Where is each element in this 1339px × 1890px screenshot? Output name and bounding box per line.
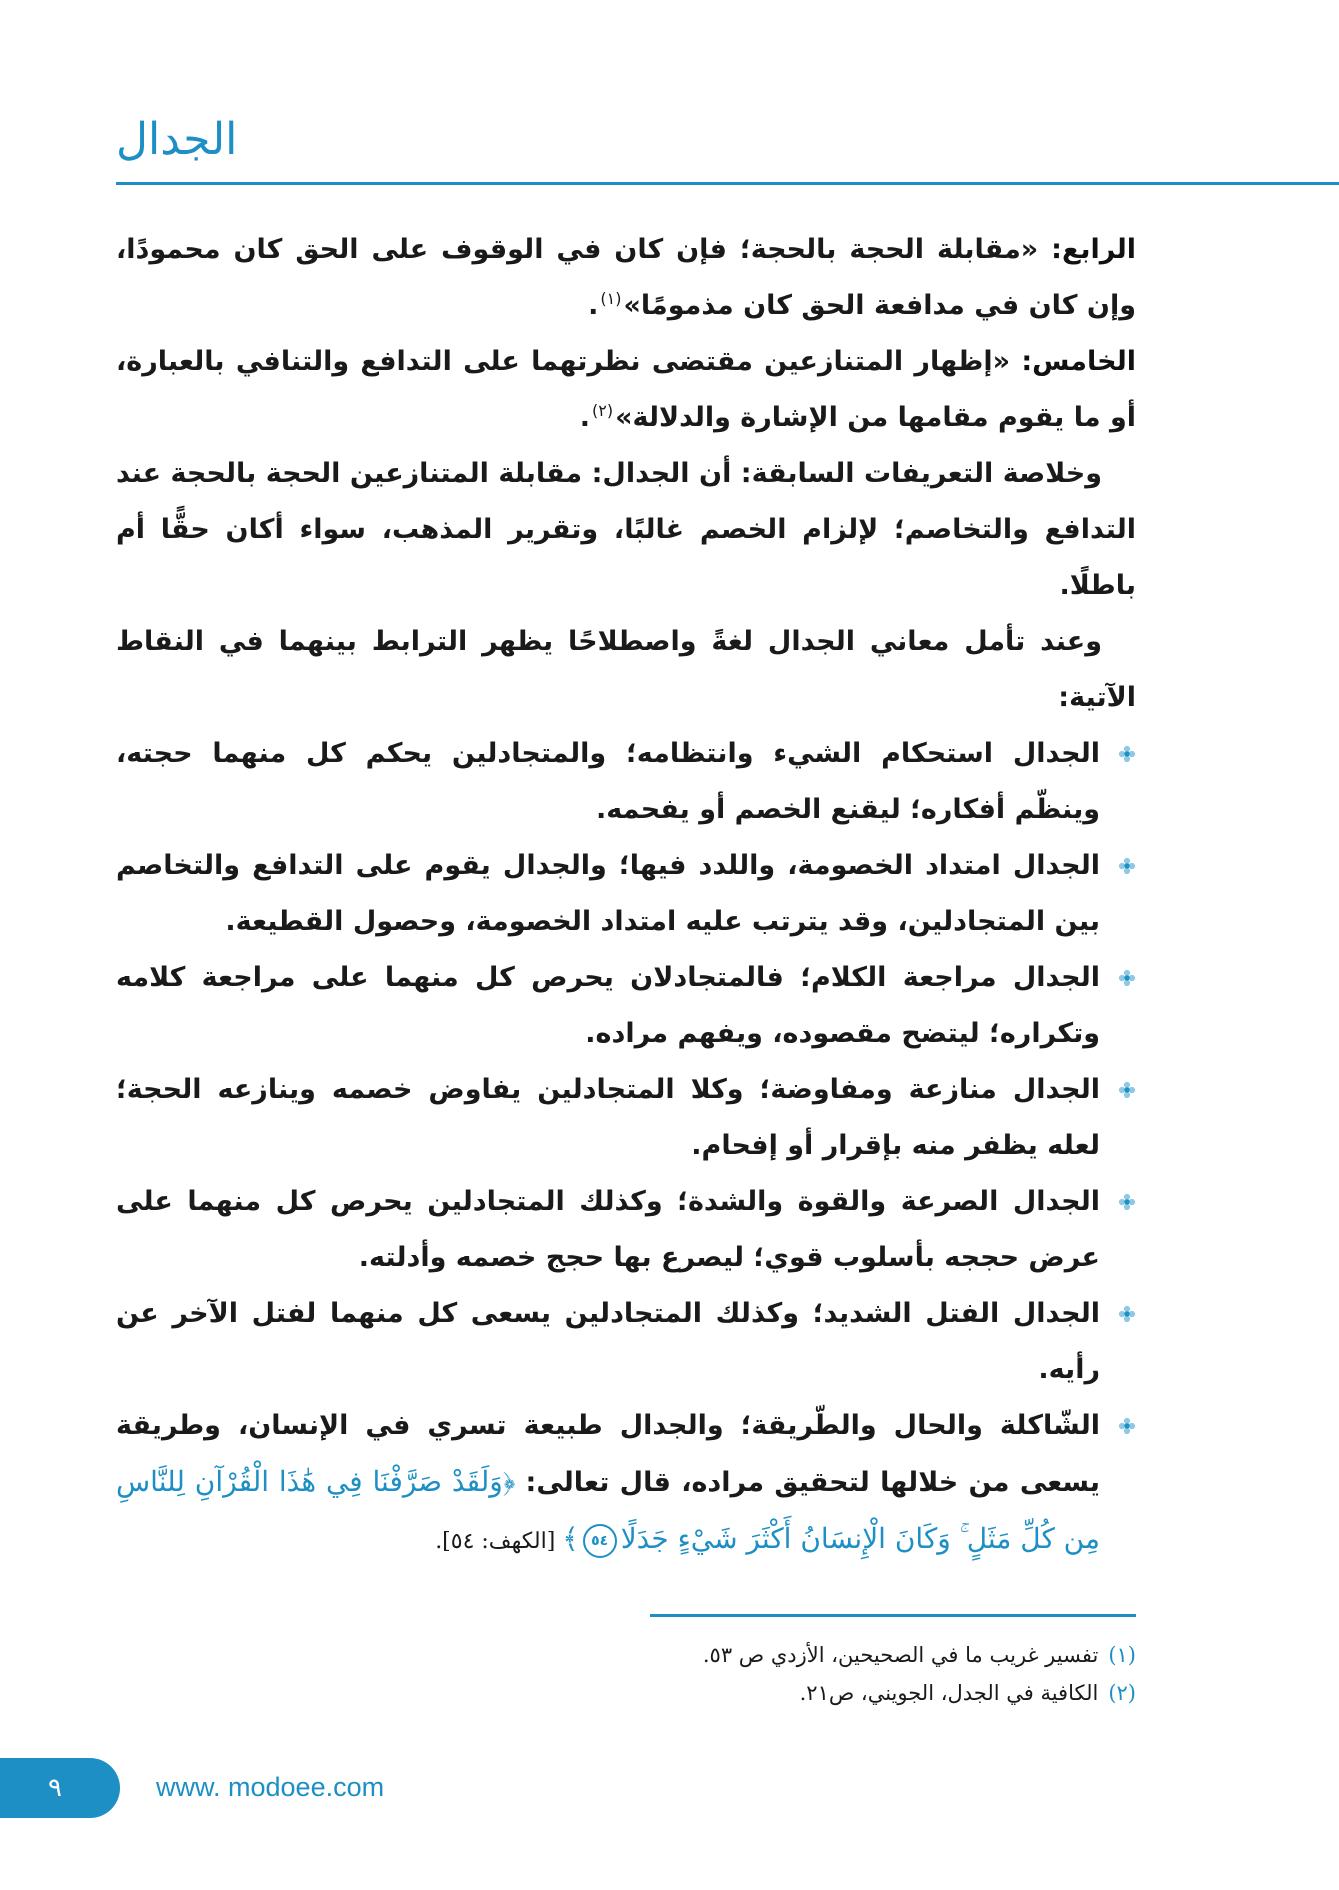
paragraph-fourth-definition xyxy=(116,222,1136,334)
paragraph-lead: الخامس: xyxy=(1021,346,1136,377)
footnotes xyxy=(116,1636,1136,1712)
paragraph-text: «مقابلة الحجة بالحجة؛ فإن كان في الوقوف على الحق كان محمودًا، وإن كان في مدافعة الحق كان مذمومًا» xyxy=(116,234,1136,321)
paragraph-lead: الرابع: xyxy=(1051,234,1136,265)
list-item-text: الجدال الصرعة والقوة والشدة؛ وكذلك المتجادلين يحرص كل منهما على عرض حججه بأسلوب قوي؛ ليصرع بها حجج خصمه وأدلته. xyxy=(116,1186,1100,1273)
list-item xyxy=(116,950,1136,1062)
footnote-number: (٢) xyxy=(1108,1681,1136,1705)
website-link[interactable]: www. modoee.com xyxy=(156,1772,385,1802)
flower-bullet-icon xyxy=(1118,969,1136,987)
list-item xyxy=(116,726,1136,838)
list-item-text: الجدال منازعة ومفاوضة؛ وكلا المتجادلين يفاوض خصمه وينازعه الحجة؛ لعله يظفر منه بإقرار أو إفحام. xyxy=(116,1074,1100,1161)
flower-bullet-icon xyxy=(1118,745,1136,763)
paragraph-text: «إظهار المتنازعين مقتضى نظرتهما على التدافع والتنافي بالعبارة، أو ما يقوم مقامها من الإشارة والدلالة» xyxy=(116,346,1136,433)
verse-citation: [الكهف: ٥٤]. xyxy=(435,1529,563,1554)
ayah-number-badge: ٥٤ xyxy=(583,1524,617,1558)
list-item xyxy=(116,1174,1136,1286)
flower-bullet-icon xyxy=(1118,1305,1136,1323)
list-item-text: الجدال مراجعة الكلام؛ فالمتجادلان يحرص كل منهما على مراجعة كلامه وتكراره؛ ليتضح مقصوده، ويفهم مراده. xyxy=(116,962,1100,1049)
footnote-ref[interactable]: (١) xyxy=(600,289,622,308)
footnote-number: (١) xyxy=(1108,1643,1136,1667)
page-title: الجدال xyxy=(116,114,238,165)
paragraph-intro-points: وعند تأمل معاني الجدال لغةً واصطلاحًا يظهر الترابط بينهما في النقاط الآتية: xyxy=(116,626,1136,713)
footnote xyxy=(116,1674,1136,1712)
quran-close: ﴾ xyxy=(562,1522,579,1555)
footnote-text: الكافية في الجدل، الجويني، ص٢١. xyxy=(799,1681,1099,1705)
list-item-text: الجدال الفتل الشديد؛ وكذلك المتجادلين يسعى كل منهما لفتل الآخر عن رأيه. xyxy=(116,1298,1100,1385)
quran-verse: ﴿وَلَقَدْ صَرَّفْنَا فِي هَٰذَا الْقُرْآنِ لِلنَّاسِ مِن كُلِّ مَثَلٍ ۚ وَكَانَ الْإِنسَانُ أَكْثَرَ شَيْءٍ جَدَلًا xyxy=(116,1465,1100,1555)
footnote xyxy=(116,1636,1136,1674)
list-item-text: الجدال امتداد الخصومة، واللدد فيها؛ والجدال يقوم على التدافع والتخاصم بين المتجادلين، وقد يترتب عليه امتداد الخصومة، وحصول القطيعة. xyxy=(116,850,1100,937)
footnote-text: تفسير غريب ما في الصحيحين، الأزدي ص ٥٣. xyxy=(702,1643,1099,1667)
paragraph-summary: وخلاصة التعريفات السابقة: أن الجدال: مقابلة المتنازعين الحجة بالحجة عند التدافع والتخاصم؛ لإلزام الخصم غالبًا، وتقرير المذهب، سواء أكان حقًّا أم باطلًا. xyxy=(116,458,1136,601)
footnote-ref[interactable]: (٢) xyxy=(591,401,614,420)
header-divider xyxy=(116,182,1339,185)
bullet-list xyxy=(116,726,1136,1570)
list-item xyxy=(116,838,1136,950)
list-item-text: الجدال استحكام الشيء وانتظامه؛ والمتجادلين يحكم كل منهما حجته، وينظّم أفكاره؛ ليقنع الخصم أو يفحمه. xyxy=(116,738,1100,825)
flower-bullet-icon xyxy=(1118,1417,1136,1435)
paragraph-end: . xyxy=(579,402,590,433)
list-item-text: الشّاكلة والحال والطّريقة؛ والجدال طبيعة تسري في الإنسان، وطريقة يسعى من خلالها لتحقيق مراده، قال تعالى: xyxy=(116,1410,1100,1498)
footnote-divider xyxy=(650,1614,1136,1617)
flower-bullet-icon xyxy=(1118,1081,1136,1099)
paragraph-end: . xyxy=(588,290,599,321)
paragraph-fifth-definition xyxy=(116,334,1136,446)
list-item xyxy=(116,1062,1136,1174)
flower-bullet-icon xyxy=(1118,857,1136,875)
main-content xyxy=(116,222,1136,1570)
list-item xyxy=(116,1398,1136,1570)
flower-bullet-icon xyxy=(1118,1193,1136,1211)
list-item xyxy=(116,1286,1136,1398)
page-number: ٩ xyxy=(48,1773,62,1803)
